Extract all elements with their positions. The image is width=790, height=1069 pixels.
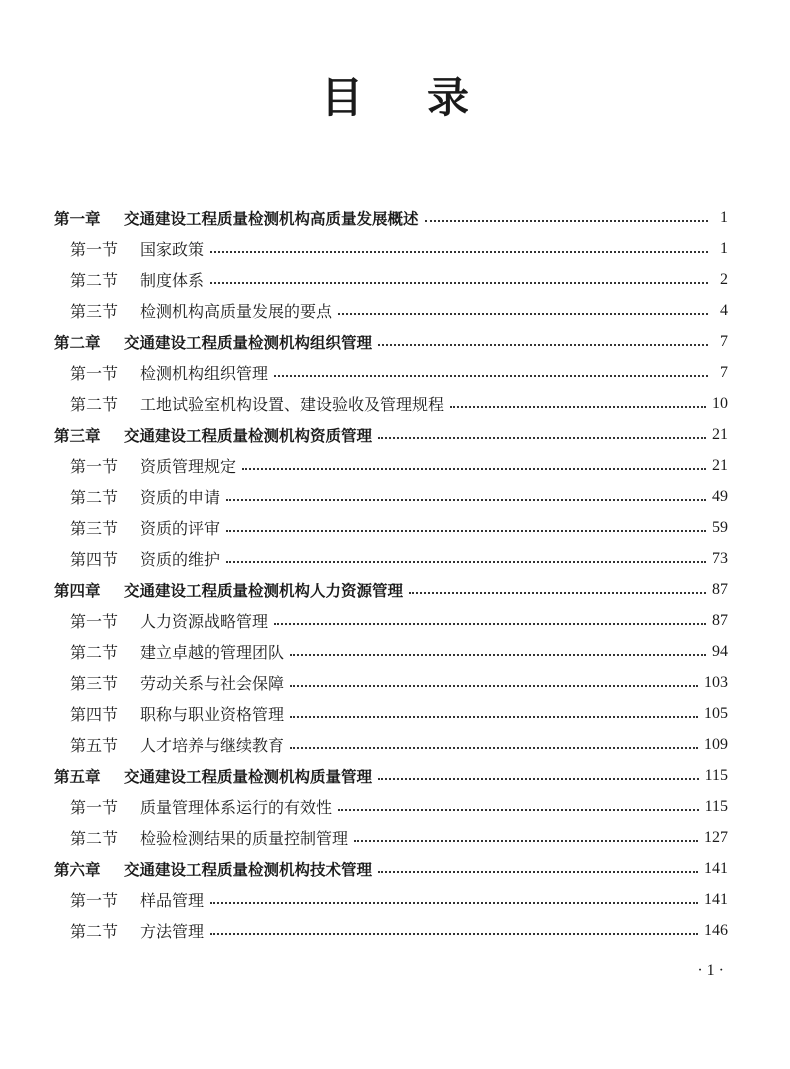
section-title: 职称与职业资格管理 — [140, 705, 285, 724]
toc-chapter-row[interactable] — [54, 326, 728, 357]
page-ref: 1 — [720, 239, 728, 257]
page-ref: 7 — [720, 332, 728, 350]
dot-leader — [274, 374, 708, 377]
section-title: 检测机构组织管理 — [140, 364, 269, 383]
toc-section-row[interactable] — [54, 264, 728, 295]
page-ref: 1 — [720, 208, 728, 226]
dot-leader — [290, 746, 698, 749]
dot-leader — [210, 250, 708, 253]
section-number: 第四节 — [70, 705, 119, 724]
toc-chapter-row[interactable] — [54, 419, 728, 450]
section-title: 资质管理规定 — [140, 457, 237, 476]
page-ref: 109 — [704, 735, 728, 753]
dot-leader — [210, 901, 698, 904]
toc-section-row[interactable] — [54, 915, 728, 946]
page-ref: 94 — [712, 642, 728, 660]
toc-section-row[interactable] — [54, 388, 728, 419]
section-number: 第五节 — [70, 736, 119, 755]
dot-leader — [338, 312, 708, 315]
dot-leader — [425, 219, 708, 222]
dot-leader — [354, 839, 698, 842]
dot-leader — [274, 622, 706, 625]
section-number: 第一节 — [70, 891, 119, 910]
section-title: 建立卓越的管理团队 — [140, 643, 285, 662]
page-ref: 49 — [712, 487, 728, 505]
page-ref: 115 — [704, 766, 728, 784]
section-title: 劳动关系与社会保障 — [140, 674, 285, 693]
toc-section-row[interactable] — [54, 729, 728, 760]
dot-leader — [242, 467, 706, 470]
section-number: 第二节 — [70, 643, 119, 662]
page-ref: 87 — [712, 580, 728, 598]
dot-leader — [290, 715, 698, 718]
toc-section-row[interactable] — [54, 481, 728, 512]
page-ref: 141 — [704, 859, 728, 877]
toc-chapter-row[interactable] — [54, 853, 728, 884]
section-number: 第三节 — [70, 519, 119, 538]
chapter-title: 交通建设工程质量检测机构组织管理 — [124, 333, 373, 352]
section-title: 样品管理 — [140, 891, 205, 910]
section-title: 资质的申请 — [140, 488, 221, 507]
section-title: 检测机构高质量发展的要点 — [140, 302, 333, 321]
dot-leader — [290, 653, 706, 656]
page-ref: 103 — [704, 673, 728, 691]
section-number: 第一节 — [70, 457, 119, 476]
toc-section-row[interactable] — [54, 605, 728, 636]
page-ref: 141 — [704, 890, 728, 908]
dot-leader — [226, 529, 706, 532]
page-ref: 105 — [704, 704, 728, 722]
chapter-title: 交通建设工程质量检测机构技术管理 — [124, 860, 373, 879]
section-title: 资质的维护 — [140, 550, 221, 569]
toc-section-row[interactable] — [54, 512, 728, 543]
title-char-2: 录 — [427, 73, 470, 122]
page-title — [0, 68, 790, 128]
chapter-number: 第二章 — [54, 333, 101, 352]
section-number: 第二节 — [70, 922, 119, 941]
dot-leader — [290, 684, 698, 687]
dot-leader — [338, 808, 699, 811]
section-title: 人力资源战略管理 — [140, 612, 269, 631]
section-title: 方法管理 — [140, 922, 205, 941]
section-number: 第一节 — [70, 240, 119, 259]
section-number: 第二节 — [70, 488, 119, 507]
chapter-number: 第一章 — [54, 209, 101, 228]
page-ref: 146 — [704, 921, 728, 939]
toc-section-row[interactable] — [54, 543, 728, 574]
section-number: 第二节 — [70, 829, 119, 848]
toc-section-row[interactable] — [54, 822, 728, 853]
chapter-title: 交通建设工程质量检测机构高质量发展概述 — [124, 209, 419, 228]
section-number: 第一节 — [70, 798, 119, 817]
section-number: 第三节 — [70, 674, 119, 693]
dot-leader — [226, 498, 706, 501]
page-ref: 115 — [704, 797, 728, 815]
chapter-title: 交通建设工程质量检测机构质量管理 — [124, 767, 373, 786]
page-ref: 87 — [712, 611, 728, 629]
section-number: 第四节 — [70, 550, 119, 569]
page-ref: 2 — [720, 270, 728, 288]
page-ref: 21 — [712, 456, 728, 474]
section-title: 工地试验室机构设置、建设验收及管理规程 — [140, 395, 445, 414]
section-title: 人才培养与继续教育 — [140, 736, 285, 755]
section-title: 国家政策 — [140, 240, 205, 259]
section-title: 制度体系 — [140, 271, 205, 290]
section-number: 第二节 — [70, 395, 119, 414]
dot-leader — [226, 560, 706, 563]
toc-section-row[interactable] — [54, 295, 728, 326]
chapter-number: 第四章 — [54, 581, 101, 600]
section-title: 检验检测结果的质量控制管理 — [140, 829, 349, 848]
toc-section-row[interactable] — [54, 636, 728, 667]
section-number: 第一节 — [70, 612, 119, 631]
page-ref: 4 — [720, 301, 728, 319]
title-char-1: 目 — [320, 73, 363, 122]
toc-section-row[interactable] — [54, 791, 728, 822]
section-title: 质量管理体系运行的有效性 — [140, 798, 333, 817]
toc-section-row[interactable] — [54, 698, 728, 729]
dot-leader — [378, 870, 698, 873]
page-ref: 21 — [712, 425, 728, 443]
section-number: 第二节 — [70, 271, 119, 290]
dot-leader — [210, 932, 698, 935]
toc-section-row[interactable] — [54, 450, 728, 481]
chapter-title: 交通建设工程质量检测机构人力资源管理 — [124, 581, 404, 600]
page-ref: 127 — [704, 828, 728, 846]
dot-leader — [378, 343, 708, 346]
toc-section-row[interactable] — [54, 667, 728, 698]
page-ref: 73 — [712, 549, 728, 567]
toc-chapter-row[interactable] — [54, 202, 728, 233]
chapter-number: 第六章 — [54, 860, 101, 879]
section-number: 第一节 — [70, 364, 119, 383]
toc-section-row[interactable] — [54, 884, 728, 915]
dot-leader — [378, 777, 699, 780]
dot-leader — [450, 405, 706, 408]
page-ref: 59 — [712, 518, 728, 536]
dot-leader — [378, 436, 706, 439]
chapter-number: 第五章 — [54, 767, 101, 786]
page-ref: 7 — [720, 363, 728, 381]
chapter-number: 第三章 — [54, 426, 101, 445]
table-of-contents — [54, 202, 728, 946]
toc-section-row[interactable] — [54, 357, 728, 388]
toc-chapter-row[interactable] — [54, 574, 728, 605]
dot-leader — [409, 591, 706, 594]
toc-chapter-row[interactable] — [54, 760, 728, 791]
dot-leader — [210, 281, 708, 284]
chapter-title: 交通建设工程质量检测机构资质管理 — [124, 426, 373, 445]
toc-section-row[interactable] — [54, 233, 728, 264]
section-title: 资质的评审 — [140, 519, 221, 538]
section-number: 第三节 — [70, 302, 119, 321]
page-number: · 1 · — [697, 962, 724, 979]
page-ref: 10 — [712, 394, 728, 412]
